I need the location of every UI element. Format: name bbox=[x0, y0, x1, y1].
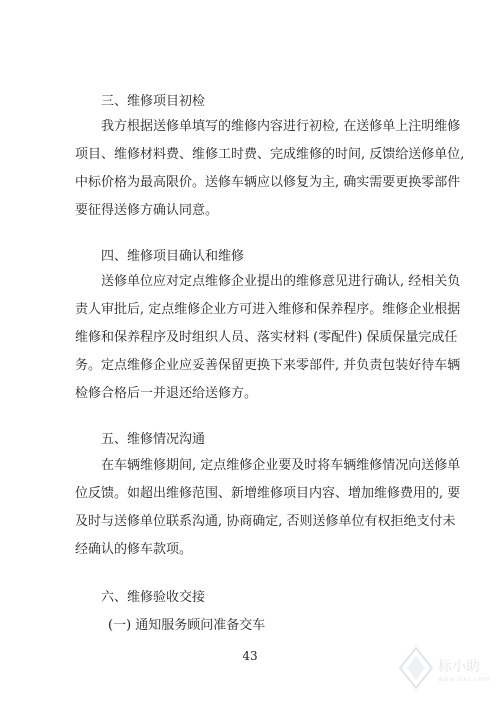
section-heading: 五、维修情况沟通 bbox=[101, 432, 206, 447]
watermark-subtext: www.bxz.com bbox=[438, 676, 491, 683]
diamond-logo-icon bbox=[398, 646, 434, 690]
section-heading: 三、维修项目初检 bbox=[101, 94, 206, 109]
paragraph-line: 中标价格为最高限价。送修车辆应以修复为主, 确实需要更换零部件 bbox=[75, 175, 461, 190]
paragraph-line: 项目、维修材料费、维修工时费、完成维修的时间, 反馈给送修单位, bbox=[75, 147, 465, 162]
paragraph-line: 务。定点维修企业应妥善保留更换下来零部件, 并负责包装好待车辆 bbox=[75, 358, 461, 373]
paragraph-line: 我方根据送修单填写的维修内容进行初检, 在送修单上注明维修 bbox=[101, 119, 461, 134]
paragraph-line: 要征得送修方确认同意。 bbox=[75, 203, 219, 218]
paragraph-line: 及时与送修单位联系沟通, 协商确定, 否则送修单位有权拒绝支付未 bbox=[75, 514, 456, 529]
paragraph-line: 位反馈。如超出维修范围、新增维修项目内容、增加维修费用的, 要 bbox=[75, 486, 461, 501]
page-number: 43 bbox=[242, 649, 258, 663]
section-heading: 六、维修验收交接 bbox=[101, 590, 206, 605]
paragraph-line: 经确认的修车款项。 bbox=[75, 542, 193, 557]
watermark bbox=[398, 646, 496, 702]
section-paragraph bbox=[75, 113, 465, 225]
section-paragraph bbox=[75, 452, 461, 564]
paragraph-line: 送修单位应对定点维修企业提出的维修意见进行确认, 经相关负 bbox=[101, 274, 461, 289]
section-heading: 四、维修项目确认和维修 bbox=[101, 249, 245, 264]
paragraph-line: 在车辆维修期间, 定点维修企业要及时将车辆维修情况向送修单 bbox=[101, 458, 461, 473]
paragraph-line: 维修和保养程序及时组织人员、落实材料 (零配件) 保质保量完成任 bbox=[75, 330, 458, 345]
paragraph-line: 检修合格后一并退还给送修方。 bbox=[75, 386, 258, 401]
watermark-text: 标小助 bbox=[438, 659, 480, 675]
paragraph-line: 责人审批后, 定点维修企业方可进入维修和保养程序。维修企业根据 bbox=[75, 302, 461, 317]
sub-heading: (一) 通知服务顾问准备交车 bbox=[108, 618, 266, 633]
section-paragraph bbox=[75, 268, 461, 408]
